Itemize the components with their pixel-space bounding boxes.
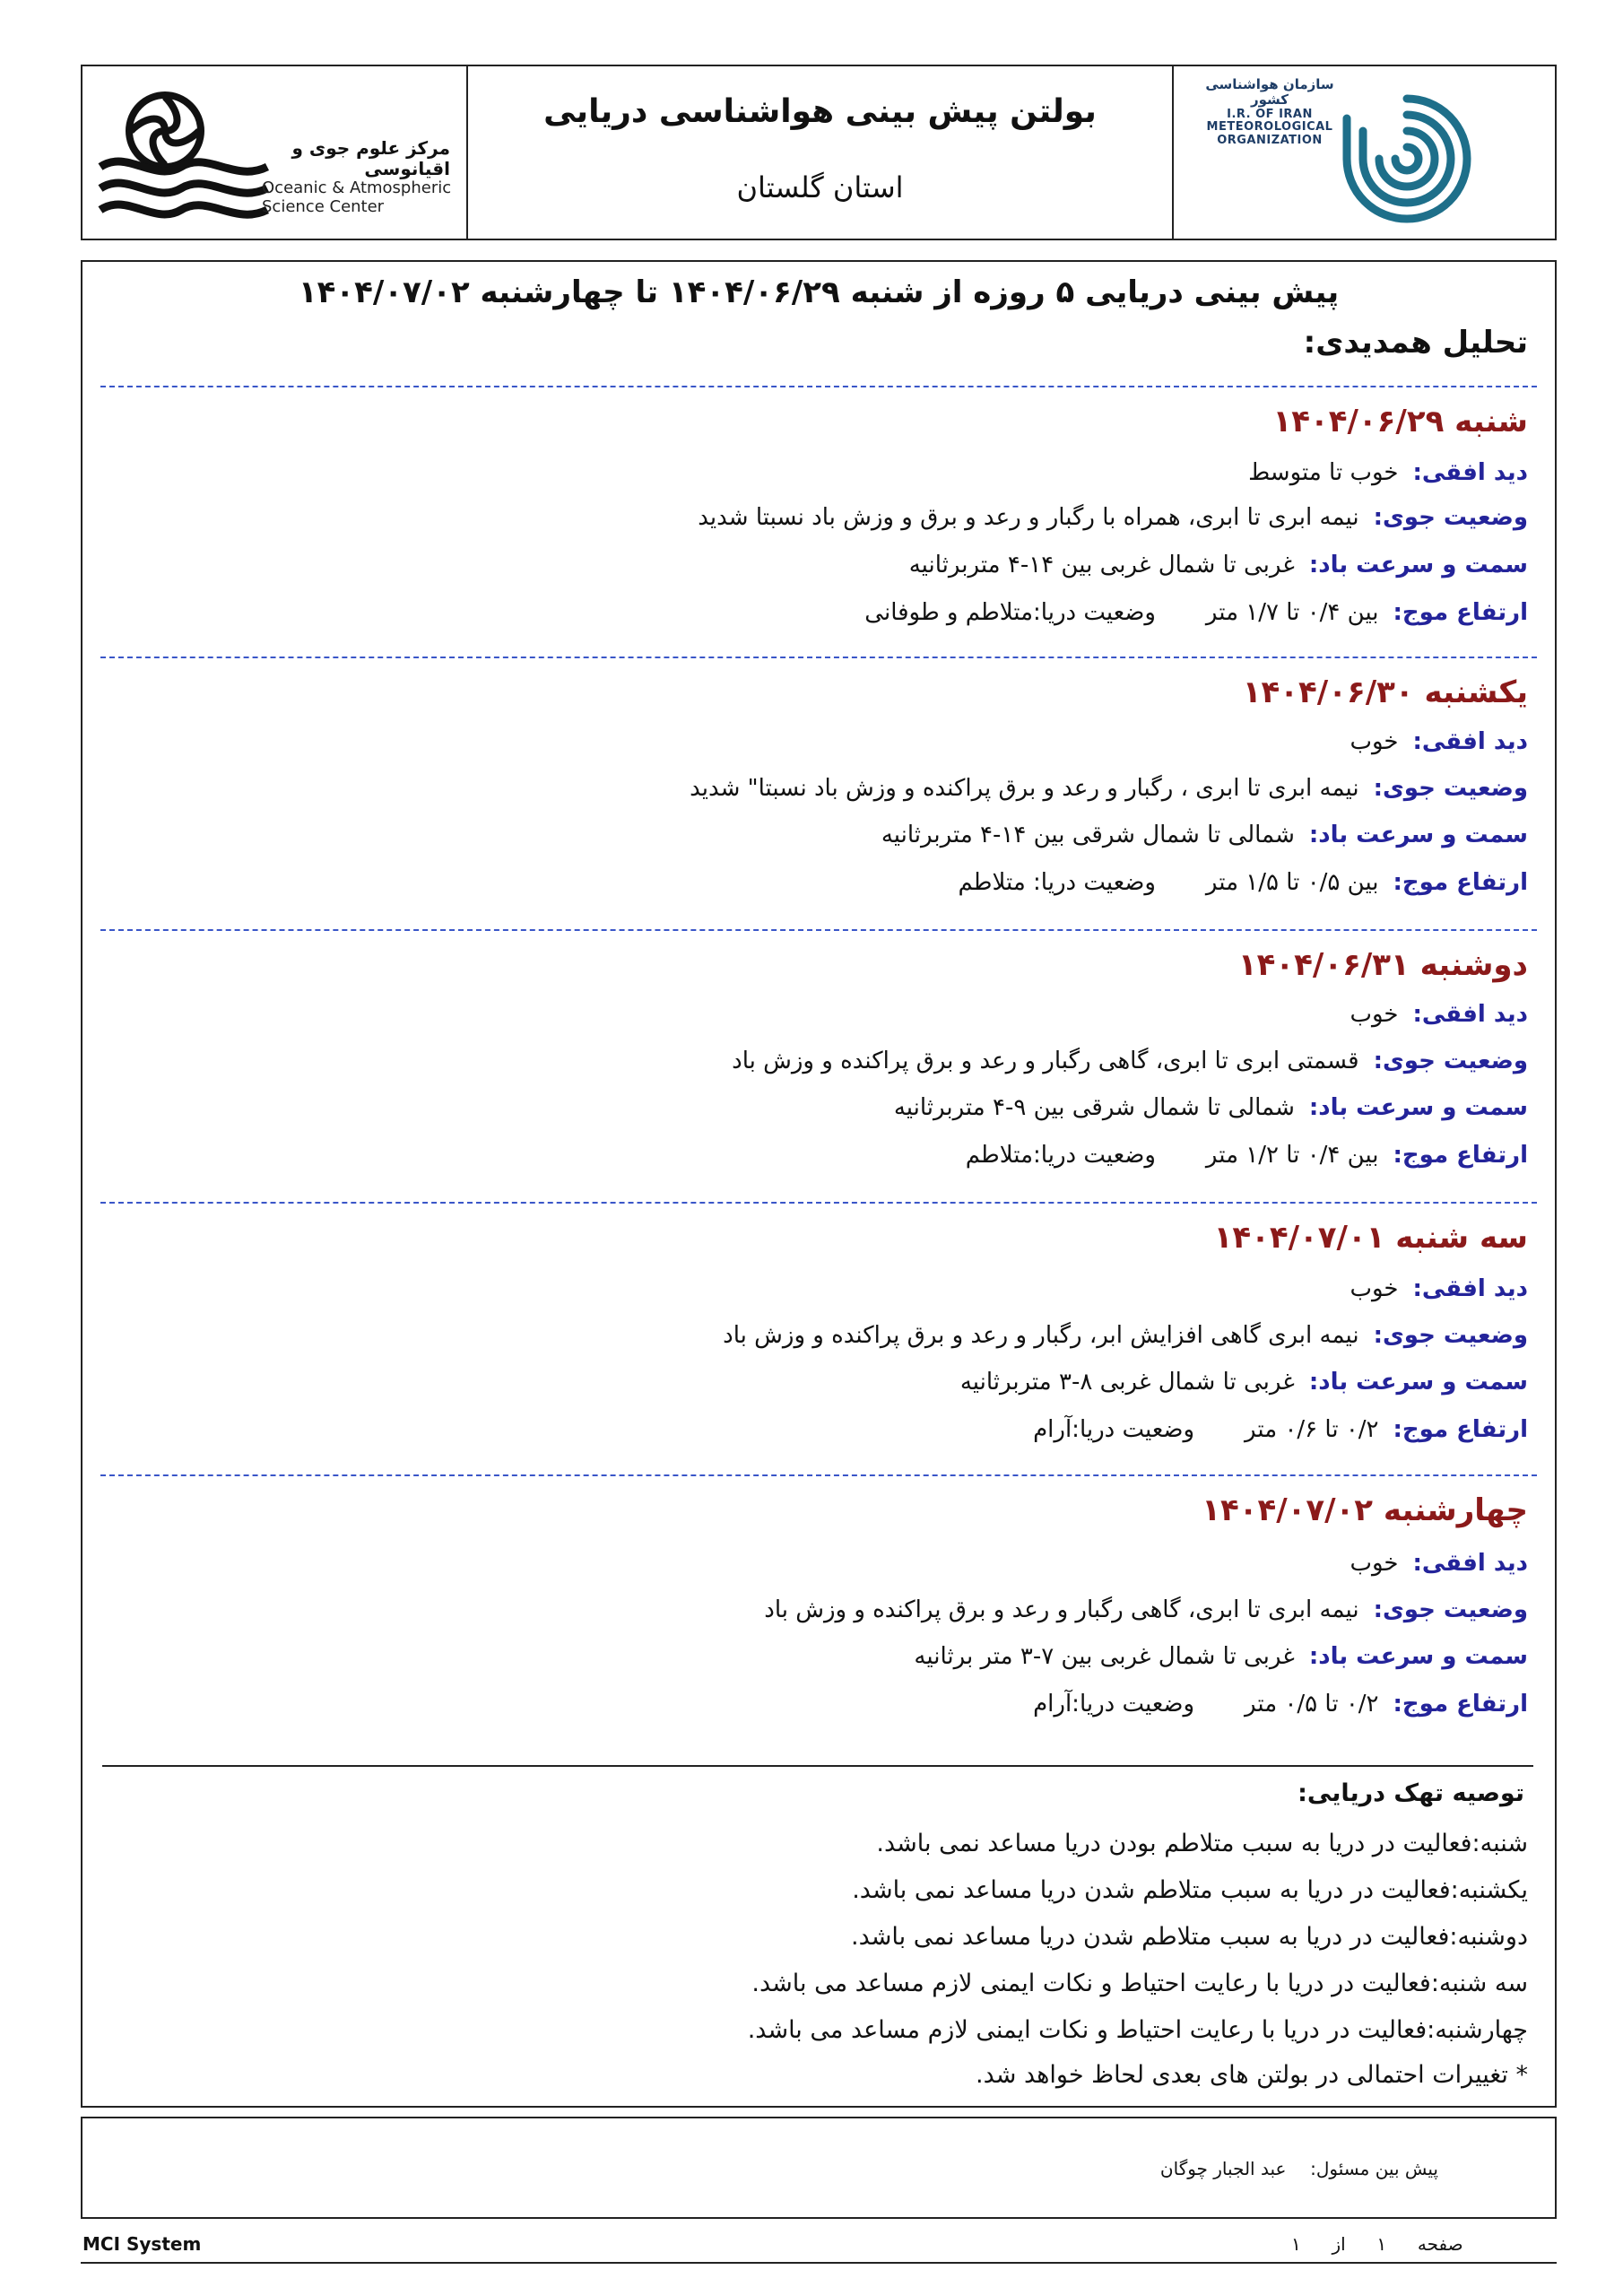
irimo-logo-cell [1172,66,1555,239]
bulletin-title-cell [466,66,1172,239]
system-name: MCI System [82,2233,202,2255]
page-of-label: از [1332,2233,1346,2255]
weather-row [732,1048,1528,1074]
irimo-name-en-3: ORGANIZATION [1217,134,1323,148]
dashed-divider [100,657,1537,658]
wave-label: ارتفاع موج: [1393,869,1528,896]
visibility-label: دید افقی: [1412,459,1528,486]
day-title: شنبه ۱۴۰۴/۰۶/۲۹ [1272,404,1528,439]
advice-divider [102,1765,1533,1767]
oasc-logo-cell [82,66,466,239]
weather-row [698,504,1528,531]
dashed-divider [100,1202,1537,1204]
page-number [1291,2233,1463,2255]
visibility-value: خوب تا متوسط [1248,459,1399,486]
weather-value: نیمه ابری گاهی افزایش ابر، رگبار و رعد و برق پراکنده و وزش باد [723,1322,1359,1349]
visibility-value: خوب [1350,1001,1399,1028]
visibility-value: خوب [1350,1275,1399,1302]
wind-value: شمالی تا شمال شرقی بین ۱۴-۴ متربرثانیه [881,822,1295,848]
wave-row [1033,1691,1528,1718]
wave-row [864,599,1528,626]
visibility-row [1350,1550,1528,1577]
advice-title: توصیه تهک دریایی: [1298,1779,1524,1807]
visibility-row [1350,728,1528,755]
wave-value: بین ۰/۴ تا ۱/۷ متر [1205,599,1379,626]
page-current: ۱ [1376,2233,1387,2255]
wave-label: ارتفاع موج: [1393,1691,1528,1718]
weather-value: نیمه ابری تا ابری ، رگبار و رعد و برق پراکنده و وزش باد نسبتا" شدید [690,775,1359,802]
day-forecast [82,1213,1555,1482]
wave-row [958,869,1528,896]
weather-row [764,1596,1528,1623]
wave-label: ارتفاع موج: [1393,1142,1528,1169]
day-title: چهارشنبه ۱۴۰۴/۰۷/۰۲ [1202,1492,1528,1528]
dashed-divider [100,386,1537,387]
wind-label: سمت و سرعت باد: [1308,1369,1528,1396]
irimo-name-fa: سازمان هواشناسی کشور [1205,76,1334,109]
day-forecast [82,1485,1555,1754]
irimo-text [1193,77,1346,148]
oasc-logo-icon [91,77,271,230]
day-forecast [82,667,1555,936]
day-forecast [82,940,1555,1209]
visibility-row [1248,459,1528,486]
wave-label: ارتفاع موج: [1393,1416,1528,1443]
visibility-row [1350,1001,1528,1028]
forecaster-line [1160,2158,1438,2179]
irimo-logo-icon [1340,91,1474,226]
wave-value: ۰/۲ تا ۰/۵ متر [1245,1691,1379,1718]
wave-value: بین ۰/۴ تا ۱/۲ متر [1205,1142,1379,1169]
visibility-value: خوب [1350,1550,1399,1577]
dashed-divider [100,1474,1537,1476]
wind-row [894,1094,1528,1121]
weather-label: وضعیت جوی: [1373,1596,1528,1623]
advice-line: دوشنبه:فعالیت در دریا به سبب متلاطم شدن دریا مساعد نمی باشد. [851,1923,1528,1951]
visibility-row [1350,1275,1528,1302]
day-title: سه شنبه ۱۴۰۴/۰۷/۰۱ [1213,1220,1528,1256]
wave-value: ۰/۲ تا ۰/۶ متر [1245,1416,1379,1443]
wind-value: شمالی تا شمال شرقی بین ۹-۴ متربرثانیه [893,1094,1295,1121]
oasc-text [262,138,451,216]
wind-row [914,1643,1528,1670]
forecast-box [81,260,1557,2108]
forecast-period-title: پیش بینی دریایی ۵ روزه از شنبه ۱۴۰۴/۰۶/۲۹ تا چهارشنبه ۱۴۰۴/۰۷/۰۲ [298,274,1340,310]
oasc-name-en-2: Science Center [262,196,385,216]
advice-note: * تغییرات احتمالی در بولتن های بعدی لحاظ خواهد شد. [976,2061,1528,2089]
visibility-label: دید افقی: [1412,1275,1528,1302]
dashed-divider [100,929,1537,931]
footer-rule [81,2262,1557,2264]
wind-value: غربی تا شمال غربی بین ۱۴-۴ متربرثانیه [908,552,1295,578]
advice-line: چهارشنبه:فعالیت در دریا با رعایت احتیاط و نکات ایمنی لازم مساعد می باشد. [747,2016,1528,2044]
wave-row [1033,1416,1528,1443]
header-box [81,65,1557,240]
wave-value: بین ۰/۵ تا ۱/۵ متر [1205,869,1379,896]
forecaster-box [81,2117,1557,2219]
weather-label: وضعیت جوی: [1373,775,1528,802]
oasc-name-en-1: Oceanic & Atmospheric [262,178,452,197]
sea-state-value: وضعیت دریا:متلاطم و طوفانی [864,599,1156,626]
wave-label: ارتفاع موج: [1393,599,1528,626]
irimo-name-en-1: I.R. OF IRAN [1227,107,1313,121]
forecaster-label: پیش بین مسئول: [1310,2158,1438,2179]
weather-value: قسمتی ابری تا ابری، گاهی رگبار و رعد و برق پراکنده و وزش باد [732,1048,1359,1074]
advice-line: یکشنبه:فعالیت در دریا به سبب متلاطم شدن دریا مساعد نمی باشد. [852,1876,1528,1904]
weather-label: وضعیت جوی: [1373,1322,1528,1349]
wind-label: سمت و سرعت باد: [1308,822,1528,848]
oasc-name-fa: مرکز علوم جوی و اقیانوسی [291,137,450,179]
wind-value: غربی تا شمال غربی بین ۷-۳ متر برثانیه [914,1643,1295,1670]
weather-label: وضعیت جوی: [1373,1048,1528,1074]
weather-row [690,775,1528,802]
page-total: ۱ [1291,2233,1301,2255]
sea-state-value: وضعیت دریا:آرام [1033,1416,1195,1443]
visibility-value: خوب [1350,728,1399,755]
bulletin-title: بولتن پیش بینی هواشناسی دریایی [543,93,1097,130]
day-title: یکشنبه ۱۴۰۴/۰۶/۳۰ [1242,674,1528,710]
weather-row [723,1322,1528,1349]
advice-line: شنبه:فعالیت در دریا به سبب متلاطم بودن دریا مساعد نمی باشد. [876,1830,1528,1857]
wind-value: غربی تا شمال غربی ۸-۳ متربرثانیه [959,1369,1295,1396]
forecaster-name: عبد الجبار چوگان [1159,2158,1287,2179]
weather-value: نیمه ابری تا ابری، همراه با رگبار و رعد و برق و وزش باد نسبتا شدید [698,504,1359,531]
synoptic-analysis-label: تحلیل همدیدی: [1303,325,1528,361]
province-name: استان گلستان [736,170,904,204]
sea-state-value: وضعیت دریا:آرام [1033,1691,1195,1718]
day-title: دوشنبه ۱۴۰۴/۰۶/۳۱ [1237,947,1528,983]
wind-label: سمت و سرعت باد: [1308,1094,1528,1121]
day-forecast [82,396,1555,665]
page-label: صفحه [1417,2233,1463,2255]
wind-row [960,1369,1528,1396]
wind-row [909,552,1528,578]
advice-line: سه شنبه:فعالیت در دریا با رعایت احتیاط و نکات ایمنی لازم مساعد می باشد. [751,1970,1528,1997]
sea-state-value: وضعیت دریا: متلاطم [958,869,1156,896]
visibility-label: دید افقی: [1412,1001,1528,1028]
visibility-label: دید افقی: [1412,728,1528,755]
sea-state-value: وضعیت دریا:متلاطم [965,1142,1156,1169]
wind-label: سمت و سرعت باد: [1308,1643,1528,1670]
wave-row [966,1142,1528,1169]
visibility-label: دید افقی: [1412,1550,1528,1577]
weather-value: نیمه ابری تا ابری، گاهی رگبار و رعد و برق پراکنده و وزش باد [764,1596,1359,1623]
weather-label: وضعیت جوی: [1373,504,1528,531]
wind-row [881,822,1528,848]
irimo-name-en-2: METEOROLOGICAL [1206,120,1333,135]
wind-label: سمت و سرعت باد: [1308,552,1528,578]
